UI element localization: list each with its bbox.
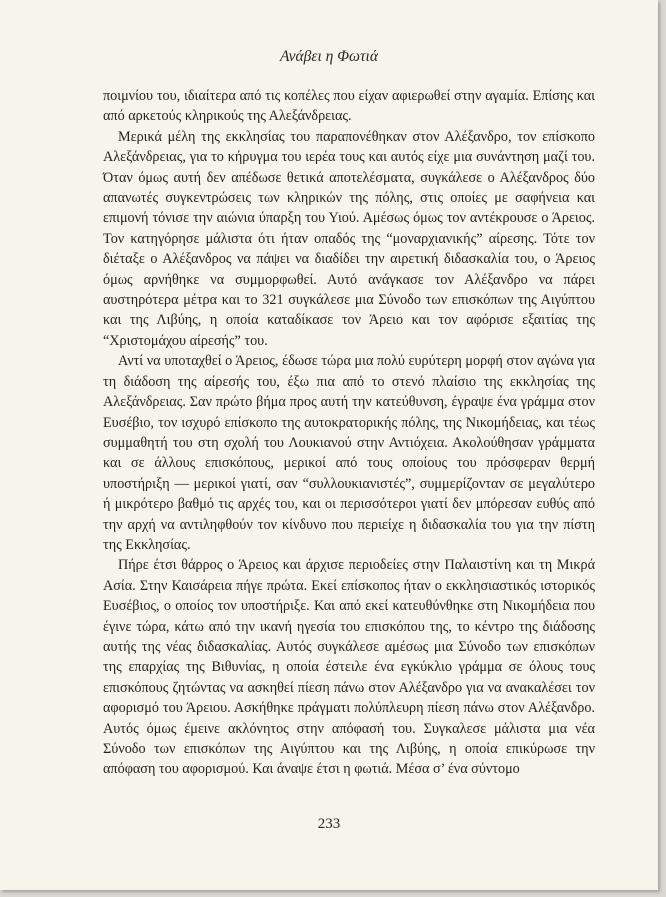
paragraph-2: Μερικά μέλη της εκκλησίας του παραπονέθηκαν στον Αλέξανδρο, τον επίσκοπο Αλεξάνδρειας, για το κήρυγμα του ιερέα τους και αυτός είχε μια συνάντηση μαζί του. Όταν όμως αυτή δεν απέδωσε θετικά αποτελέσματα, συγκάλεσε ο Αλέξανδρος δύο απανωτές συγκεντρώσεις των κληρικών της πόλης, στις οποίες με σαφήνεια και επιμονή τόνισε την αιώνια ύπαρξη του Υιού. Αμέσως όμως τον αντέκρουσε ο Άρειος. Τον κατηγόρησε μάλιστα ότι ήταν οπαδός της “μοναρχιανικής” αίρεσης. Τότε τον διέταξε ο Αλέξανδρος να πάψει να διαδίδει την αιρετική διδασκαλία του, ο Άρειος όμως αρνήθηκε να συμμορφωθεί. Αυτό ανάγκασε τον Αλέξανδρο να πάρει αυστηρότερα μέτρα και το 321 συγκάλεσε μια Σύνοδο των επισκόπων της Αιγύπτου και της Λιβύης, η οποία καταδίκασε τον Άρειο και τον αφόρισε εξαιτίας της “Χριστομάχου αίρεσής” του. (103, 128, 595, 349)
paragraph-1: ποιμνίου του, ιδιαίτερα από τις κοπέλες που είχαν αφιερωθεί στην αγαμία. Επίσης και από αρκετούς κληρικούς της Αλεξάνδρειας. (103, 88, 595, 125)
body-text (103, 86, 595, 780)
paragraph-3: Αντί να υποταχθεί ο Άρειος, έδωσε τώρα μια πολύ ευρύτερη μορφή στον αγώνα για τη διάδοση της αίρεσής του, έξω πια από το στενό πλαίσιο της εκκλησίας της Αλεξάνδρειας. Σαν πρώτο βήμα προς αυτή την κατεύθυνση, έγραψε ένα γράμμα στον Ευσέβιο, τον ισχυρό επίσκοπο της αυτοκρατορικής πόλης, της Νικομήδειας, και τέως συμμαθητή του στη σχολή του Λουκιανού στην Αντιόχεια. Ακολούθησαν γράμματα και σε άλλους επισκόπους, μερικοί από τους οποίους του πρόσφεραν θερμή υποστήριξη — μερικοί γιατί, σαν “συλλουκιανιστές”, συμμερίζονταν σε μεγαλύτερο ή μικρότερο βαθμό τις αρχές του, και οι περισσότεροι γιατί δεν μπόρεσαν ευθύς από την αρχή να αντιληφθούν τον κίνδυνο που περιείχε η διδασκαλία του για την πίστη της Εκκλησίας. (103, 353, 595, 553)
page-number: 233 (317, 816, 341, 832)
running-header: Ανάβει η Φωτιά (280, 48, 378, 65)
paragraph-4: Πήρε έτσι θάρρος ο Άρειος και άρχισε περιοδείες στην Παλαιστίνη και τη Μικρά Ασία. Στην Καισάρεια πήγε πρώτα. Εκεί επίσκοπος ήταν ο εκκλησιαστικός ιστορικός Ευσέβιος, ο οποίος τον υποστήριξε. Και από εκεί κατευθύνθηκε στη Νικομήδεια που έγινε τώρα, κάτω από την ικανή ηγεσία του επισκόπου της, το κέντρο της διάδοσης αυτής της νέας διδασκαλίας. Αυτός συγκάλεσε αμέσως μια Σύνοδο των επισκόπων της επαρχίας της Βιθυνίας, η οποία έστειλε ένα εγκύκλιο γράμμα σε όλους τους επισκόπους ζητώντας να ασκηθεί πίεση πάνω στον Αλέξανδρο για να ανακαλέσει τον αφορισμό του Άρειου. Ασκήθηκε πράγματι πολύπλευρη πίεση πάνω στον Αλέξανδρο. Αυτός όμως έμεινε ακλόνητος στην απόφασή του. Συγκαλεσε μάλιστα μια νέα Σύνοδο των επισκόπων της Αιγύπτου και της Λιβύης, η οποία επικύρωσε την απόφαση του αφορισμού. Και άναψε έτσι η φωτιά. Μέσα σ’ ένα σύντομο (103, 557, 595, 778)
